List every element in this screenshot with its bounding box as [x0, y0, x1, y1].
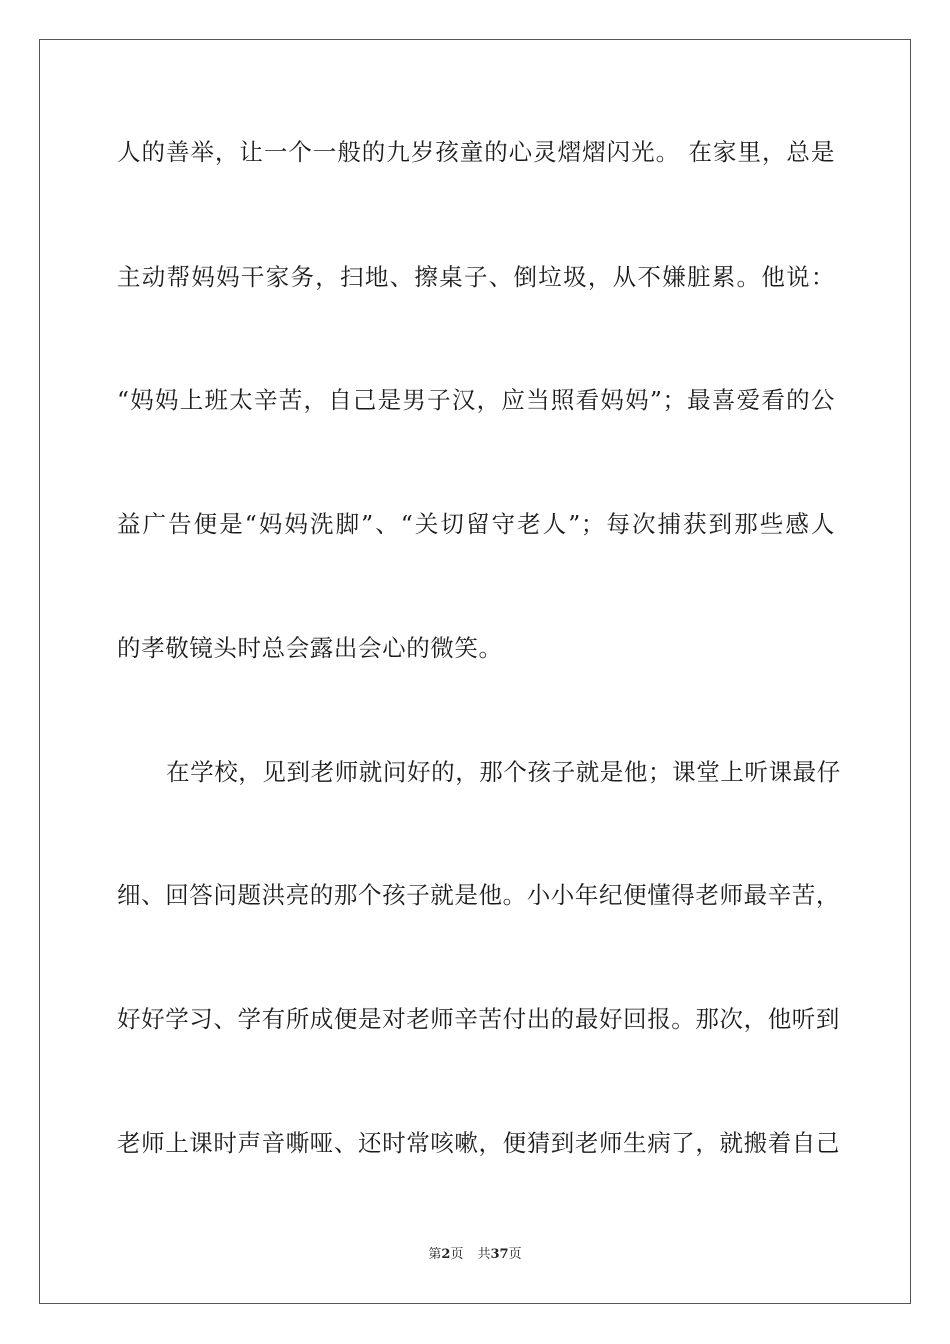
total-prefix: 共 — [477, 1247, 491, 1262]
text-line-8: 好好学习、学有所成便是对老师辛苦付出的最好回报。那次，他听到 — [117, 1005, 840, 1033]
page-border — [39, 39, 911, 1304]
total-pages: 37 — [490, 1247, 509, 1262]
text-line-6: 在学校，见到老师就问好的，那个孩子就是他；课堂上听课最仔 — [166, 758, 841, 786]
page-suffix: 页 — [450, 1247, 464, 1262]
text-line-1: 人的善举，让一个一般的九岁孩童的心灵熠熠闪光。 在家里，总是 — [117, 138, 835, 166]
page-footer — [0, 1246, 950, 1264]
text-line-3: “妈妈上班太辛苦，自己是男子汉，应当照看妈妈”；最喜爱看的公 — [117, 386, 835, 414]
text-line-7: 细、回答问题洪亮的那个孩子就是他。小小年纪便懂得老师最辛苦， — [117, 881, 840, 909]
text-line-9: 老师上课时声音嘶哑、还时常咳嗽，便猜到老师生病了，就搬着自己 — [117, 1129, 840, 1157]
text-line-5: 的孝敬镜头时总会露出会心的微笑。 — [117, 634, 503, 662]
page-prefix: 第 — [428, 1247, 442, 1262]
total-suffix: 页 — [508, 1247, 522, 1262]
text-line-2: 主动帮妈妈干家务，扫地、擦桌子、倒垃圾，从不嫌脏累。他说： — [117, 263, 835, 291]
text-line-4: 益广告便是“妈妈洗脚”、“关切留守老人”；每次捕获到那些感人 — [117, 510, 835, 538]
page-number: 2 — [441, 1247, 451, 1262]
